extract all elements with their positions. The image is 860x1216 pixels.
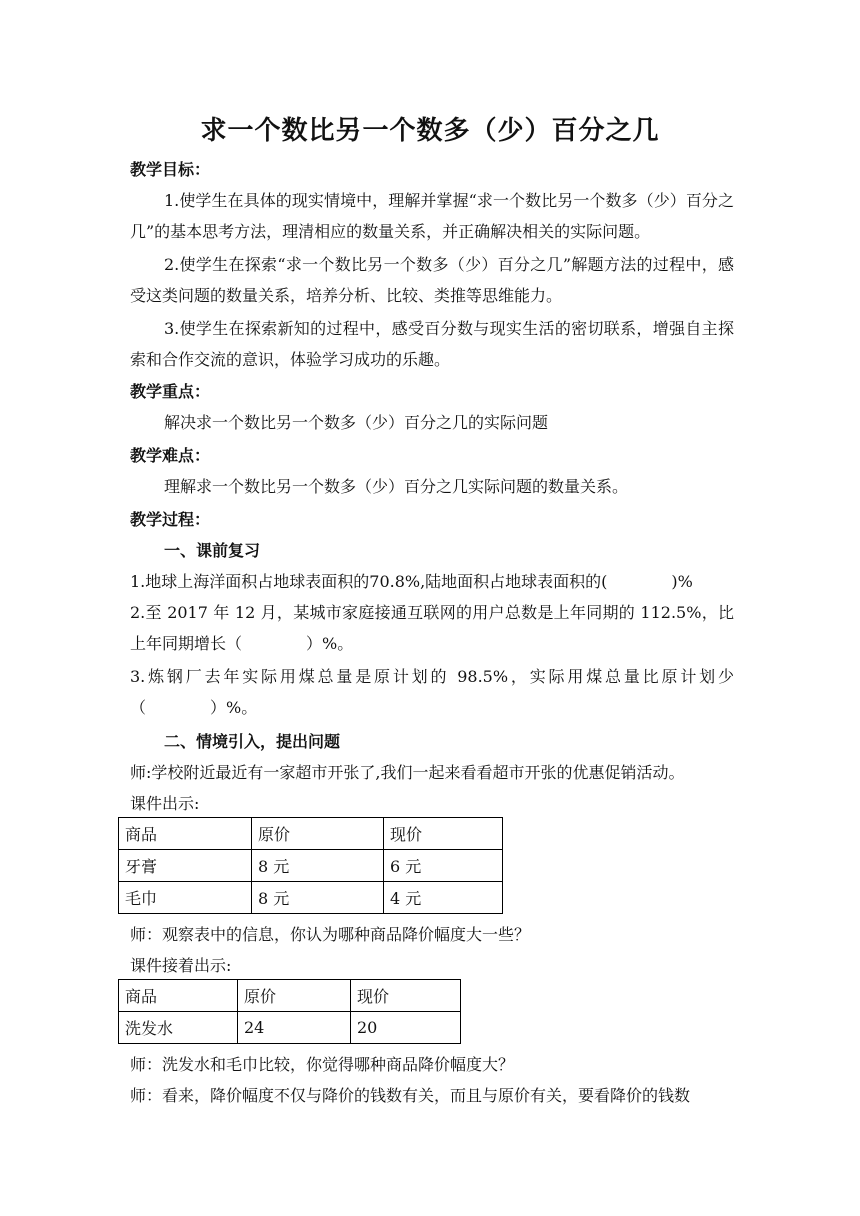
difficulty-heading: 教学难点： — [130, 446, 211, 465]
objective-item-3: 3.使学生在探索新知的过程中，感受百分数与现实生活的密切联系，增强自主探索和合作交流的意识，体验学习成功的乐趣。 — [130, 319, 734, 369]
table-header-row — [119, 980, 461, 1012]
review-question-3: 3.炼钢厂去年实际用煤总量是原计划的 98.5%，实际用煤总量比原计划少（ ）%。 — [130, 667, 734, 717]
context-paragraph-4: 课件接着出示: — [130, 956, 232, 975]
table-cell: 24 — [238, 1012, 351, 1044]
table-header-cell: 商品 — [119, 980, 238, 1012]
table-header-cell: 原价 — [252, 818, 384, 850]
context-paragraph-3: 师：观察表中的信息，你认为哪种商品降价幅度大一些？ — [130, 925, 531, 944]
context-paragraph-5: 师：洗发水和毛巾比较，你觉得哪种商品降价幅度大？ — [130, 1055, 515, 1074]
key-point-text: 解决求一个数比另一个数多（少）百分之几的实际问题 — [164, 413, 549, 432]
objectives-heading: 教学目标： — [130, 160, 211, 179]
table-header-cell: 原价 — [238, 980, 351, 1012]
context-paragraph-1: 师:学校附近最近有一家超市开张了,我们一起来看看超市开张的优惠促销活动。 — [130, 763, 685, 782]
difficulty-text: 理解求一个数比另一个数多（少）百分之几实际问题的数量关系。 — [164, 477, 629, 496]
document-title: 求一个数比另一个数多（少）百分之几 — [200, 116, 660, 146]
table-cell: 毛巾 — [119, 882, 252, 914]
process-heading: 教学过程： — [130, 510, 211, 529]
table-row — [119, 1012, 461, 1044]
table-header-cell: 现价 — [384, 818, 503, 850]
section-review-heading: 一、课前复习 — [164, 541, 261, 560]
table-cell: 8 元 — [252, 882, 384, 914]
key-point-heading: 教学重点： — [130, 382, 211, 401]
table-row — [119, 850, 503, 882]
context-paragraph-6: 师：看来，降价幅度不仅与降价的钱数有关，而且与原价有关，要看降价的钱数 — [130, 1086, 691, 1105]
table-header-cell: 现价 — [351, 980, 461, 1012]
section-context-heading: 二、情境引入，提出问题 — [164, 732, 341, 751]
review-question-2: 2.至 2017 年 12 月，某城市家庭接通互联网的用户总数是上年同期的 112.5%，比上年同期增长（ ）%。 — [130, 603, 734, 653]
table-cell: 牙膏 — [119, 850, 252, 882]
table-row — [119, 882, 503, 914]
price-table-1 — [118, 817, 503, 914]
review-question-1: 1.地球上海洋面积占地球表面积的70.8%,陆地面积占地球表面积的( )% — [130, 572, 693, 591]
table-cell: 8 元 — [252, 850, 384, 882]
objective-item-2: 2.使学生在探索“求一个数比另一个数多（少）百分之几”解题方法的过程中，感受这类问题的数量关系，培养分析、比较、类推等思维能力。 — [130, 255, 734, 305]
table-header-cell: 商品 — [119, 818, 252, 850]
table-header-row — [119, 818, 503, 850]
table-cell: 6 元 — [384, 850, 503, 882]
context-paragraph-2: 课件出示: — [130, 794, 200, 813]
price-table-2 — [118, 979, 461, 1044]
objective-item-1: 1.使学生在具体的现实情境中，理解并掌握“求一个数比另一个数多（少）百分之几”的基本思考方法，理清相应的数量关系，并正确解决相关的实际问题。 — [130, 191, 734, 241]
table-cell: 洗发水 — [119, 1012, 238, 1044]
table-cell: 20 — [351, 1012, 461, 1044]
table-cell: 4 元 — [384, 882, 503, 914]
